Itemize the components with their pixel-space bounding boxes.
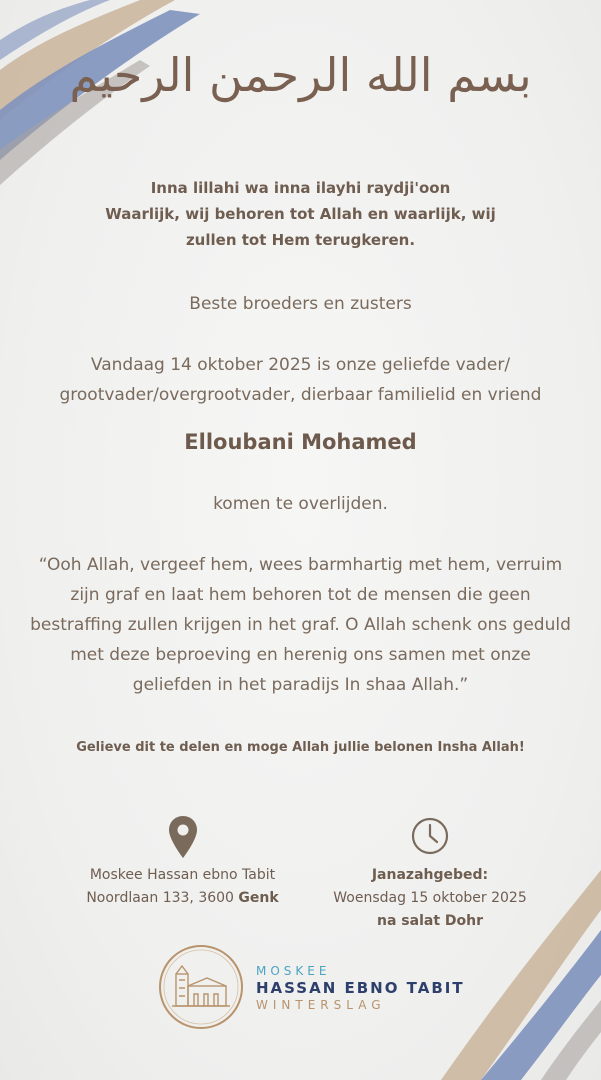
logo-line-1: MOSKEE — [256, 964, 331, 978]
janazah-moment: na salat Dohr — [377, 913, 483, 929]
logo-line-3: WINTERSLAG — [256, 998, 386, 1012]
mosque-building-icon — [158, 944, 244, 1030]
verse-line-2: Waarlijk, wij behoren tot Allah en waarlijk, wij — [105, 205, 496, 223]
logo-line-2: HASSAN EBNO TABIT — [256, 979, 465, 997]
location-block — [70, 816, 295, 910]
dua-text: “Ooh Allah, vergeef hem, wees barmhartig met hem, verruim zijn graf en laat hem behoren tot de mensen die geen bestraffing zullen krijgen in het graf. O Allah schenk ons geduld met deze beproeving en herenig ons samen met onze geliefden in het paradijs In shaa Allah.” — [30, 555, 571, 695]
intro-line-1: Vandaag 14 oktober 2025 is onze geliefde vader/ — [90, 355, 511, 375]
opening-verse — [0, 175, 601, 253]
verse-line-1: Inna lillahi wa inna ilayhi raydji'oon — [150, 179, 451, 197]
announcement-intro — [0, 350, 601, 410]
greeting: Beste broeders en zusters — [189, 294, 412, 314]
intro-line-2: grootvader/overgrootvader, dierbaar familielid en vriend — [59, 385, 542, 405]
verse-line-3: zullen tot Hem terugkeren. — [185, 231, 416, 249]
address — [70, 887, 295, 910]
prayer-time-block — [320, 816, 540, 933]
mosque-logo — [158, 944, 478, 1034]
janazah-date: Woensdag 15 oktober 2025 — [333, 890, 527, 906]
deceased-name: Elloubani Mohamed — [184, 430, 417, 454]
mosque-name: Moskee Hassan ebno Tabit — [89, 867, 276, 883]
bismillah-calligraphy: بسم الله الرحمن الرحيم — [69, 48, 532, 102]
share-request: Gelieve dit te delen en moge Allah jullie belonen Insha Allah! — [76, 740, 525, 755]
passed-away-text: komen te overlijden. — [213, 494, 388, 514]
janazah-label: Janazahgebed: — [371, 867, 489, 883]
location-pin-icon — [169, 816, 197, 858]
address-street: Noordlaan 133, 3600 — [86, 890, 239, 906]
clock-icon — [410, 816, 450, 856]
address-city: Genk — [238, 890, 279, 906]
